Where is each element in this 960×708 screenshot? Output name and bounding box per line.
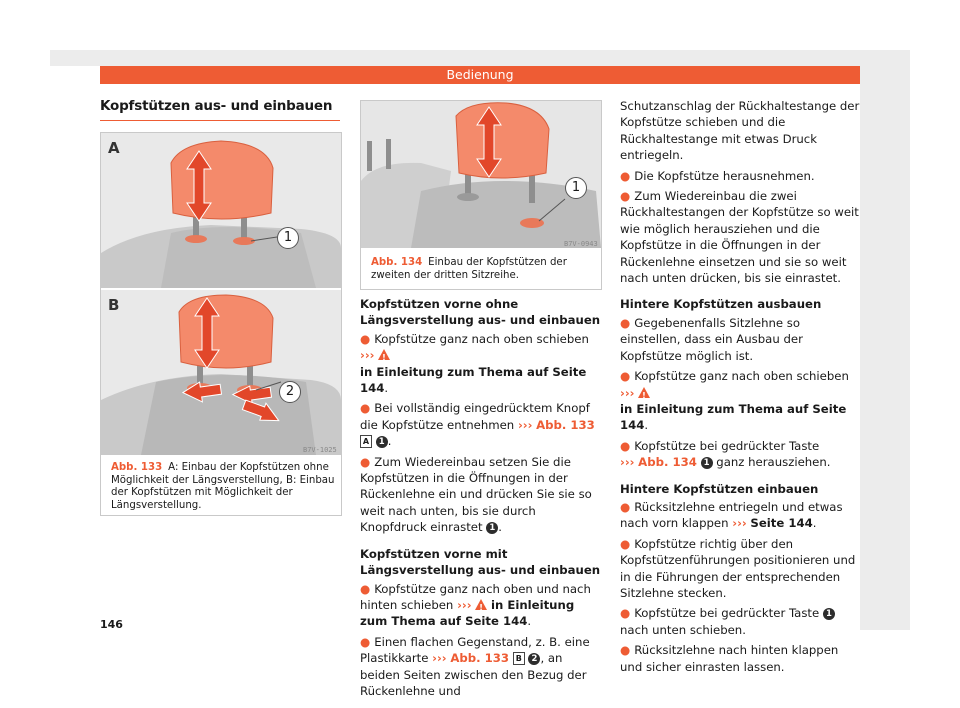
arrow-ref-icon: ››› <box>620 385 635 400</box>
bullet-icon: ● <box>360 401 371 416</box>
cross-reference[interactable]: in Einleitung zum Thema auf Seite 144 <box>620 401 847 433</box>
caption-text: Einbau der Kopfstützen der zweiten der dritten Sitzreihe. <box>371 257 567 281</box>
list-item: ● Kopfstütze bei gedrückter Taste 1 nach unten schieben. <box>620 605 860 638</box>
list-item: ● Einen flachen Gegenstand, z. B. eine Plastikkarte ››› Abb. 133 B 2 , an beiden Seiten zwischen den Bezug der Rückenlehne und <box>360 634 590 698</box>
list-item: ● Kopfstütze richtig über den Kopfstützenführungen positionieren und in die Führungen der entsprechenden Sitzlehne stecken. <box>620 536 856 600</box>
figure-133-panel-b <box>101 290 341 455</box>
cross-reference[interactable]: Seite 144 <box>750 516 813 531</box>
bullet-icon: ● <box>620 168 631 183</box>
arrow-ref-icon: ››› <box>620 455 635 470</box>
headrest-illustration-rear <box>361 101 601 248</box>
callout-1 <box>277 227 299 249</box>
list-item: ● Rücksitzlehne nach hinten klappen und sicher einrasten lassen. <box>620 643 839 674</box>
list-item: ● Kopfstütze ganz nach oben schieben ››› ! in Einleitung zum Thema auf Seite 144. <box>620 368 860 434</box>
figure-133-caption <box>111 462 335 512</box>
callout-2-label: 2 <box>285 384 295 399</box>
caption-label: Abb. 133 <box>111 462 163 473</box>
panel-box: A <box>360 435 372 448</box>
figure-133 <box>100 132 342 516</box>
figure-134 <box>360 100 602 290</box>
section-header: Bedienung <box>100 66 860 84</box>
subheading: Kopfstützen vorne ohne Längsverstellung aus- und einbauen <box>360 297 601 328</box>
cross-reference[interactable]: in Einleitung zum Thema auf Seite 144 <box>360 597 575 629</box>
arrow-ref-icon: ››› <box>432 651 447 666</box>
list-item: ● Rücksitzlehne entriegeln und etwas nach vorn klappen ››› Seite 144. <box>620 499 843 531</box>
cross-reference[interactable]: in Einleitung zum Thema auf Seite 144 <box>360 364 587 396</box>
bullet-icon: ● <box>620 499 631 514</box>
column-right <box>620 98 860 679</box>
headrest-illustration-b <box>101 290 341 455</box>
callout-1-label: 1 <box>283 230 293 245</box>
title-rule <box>100 120 340 121</box>
figure-link[interactable]: Abb. 134 <box>638 455 697 470</box>
bullet-icon: ● <box>360 634 371 649</box>
bullet-icon: ● <box>620 606 631 621</box>
page-title: Kopfstützen aus- und einbauen <box>100 98 333 114</box>
list-item: ● Kopfstütze ganz nach oben schieben ››› ! in Einleitung zum Thema auf Seite 144. <box>360 331 605 397</box>
column-middle <box>360 296 605 703</box>
panel-letter-a: A <box>108 139 120 157</box>
panel-letter-b: B <box>108 296 120 314</box>
bullet-icon: ● <box>620 643 631 658</box>
headrest-illustration-a <box>101 133 341 288</box>
figure-133-panel-a <box>101 133 341 288</box>
bullet-icon: ● <box>360 454 371 469</box>
figure-link[interactable]: Abb. 133 <box>450 651 510 666</box>
list-item: ● Die Kopfstütze herausnehmen. <box>620 168 815 183</box>
figure-134-caption <box>371 257 595 282</box>
number-badge: 1 <box>376 436 388 448</box>
warning-icon <box>378 349 390 360</box>
bullet-icon: ● <box>620 438 631 453</box>
arrow-ref-icon: ››› <box>732 516 747 531</box>
list-item: ● Zum Wiedereinbau die zwei Rückhaltestangen der Kopfstütze so weit wie möglich herausziehen und die Kopfstütze in die Öffnungen in der Rückenlehne einsetzen und sie so weit nach unten drücken, bis sie einrastet. <box>620 189 859 286</box>
figure-code: B7V-1025 <box>303 446 337 454</box>
figure-code: B7V-0943 <box>564 240 598 248</box>
arrow-ref-icon: ››› <box>457 597 472 612</box>
callout-1-label: 1 <box>571 180 581 195</box>
list-item: ● Kopfstütze ganz nach oben und nach hinten schieben ››› ! in Einleitung zum Thema auf Seite 144. <box>360 581 605 630</box>
bullet-icon: ● <box>620 369 631 384</box>
subheading: Hintere Kopfstützen ausbauen <box>620 297 822 312</box>
caption-text: A: Einbau der Kopfstützen ohne Möglichkeit der Längsverstellung, B: Einbau der Kopfstützen mit Möglichkeit der Längsverstellung. <box>111 462 335 511</box>
number-badge: 1 <box>823 608 835 620</box>
arrow-ref-icon: ››› <box>517 417 533 432</box>
number-badge: 1 <box>701 457 713 469</box>
bullet-icon: ● <box>620 315 631 330</box>
arrow-ref-icon: ››› <box>360 348 375 363</box>
subheading: Hintere Kopfstützen einbauen <box>620 481 819 496</box>
caption-label: Abb. 134 <box>371 257 423 268</box>
number-badge: 1 <box>486 522 498 534</box>
figure-134-image <box>361 101 601 248</box>
bullet-icon: ● <box>620 536 631 551</box>
figure-link[interactable]: Abb. 133 <box>536 417 595 432</box>
subheading: Kopfstützen vorne mit Längsverstellung aus- und einbauen <box>360 546 601 578</box>
page-number: 146 <box>100 618 123 631</box>
warning-icon <box>638 387 650 398</box>
number-badge: 2 <box>528 653 540 665</box>
list-item: ● Zum Wiedereinbau setzen Sie die Kopfstützen in die Öffnungen in der Rückenlehne ein und drücken Sie sie so weit nach unten, bis sie durch Knopfdruck einrastet 1 . <box>360 454 592 535</box>
callout-2 <box>279 381 301 403</box>
warning-icon <box>475 599 487 610</box>
list-item: ● Bei vollständig eingedrücktem Knopf die Kopfstütze entnehmen ››› Abb. 133 A 1 . <box>360 401 595 449</box>
paragraph: Schutzanschlag der Rückhaltestange der Kopfstütze schieben und die Rückhaltestange mit etwas Druck entriegeln. <box>620 99 860 163</box>
callout-1 <box>565 177 587 199</box>
bullet-icon: ● <box>360 331 371 346</box>
panel-box: B <box>513 652 525 665</box>
bullet-icon: ● <box>360 581 371 596</box>
list-item: ● Kopfstütze bei gedrückter Taste ››› Abb. 134 1 ganz herausziehen. <box>620 438 831 470</box>
list-item: ● Gegebenenfalls Sitzlehne so einstellen, dass ein Ausbau der Kopfstütze möglich ist. <box>620 315 803 363</box>
bullet-icon: ● <box>620 189 631 204</box>
